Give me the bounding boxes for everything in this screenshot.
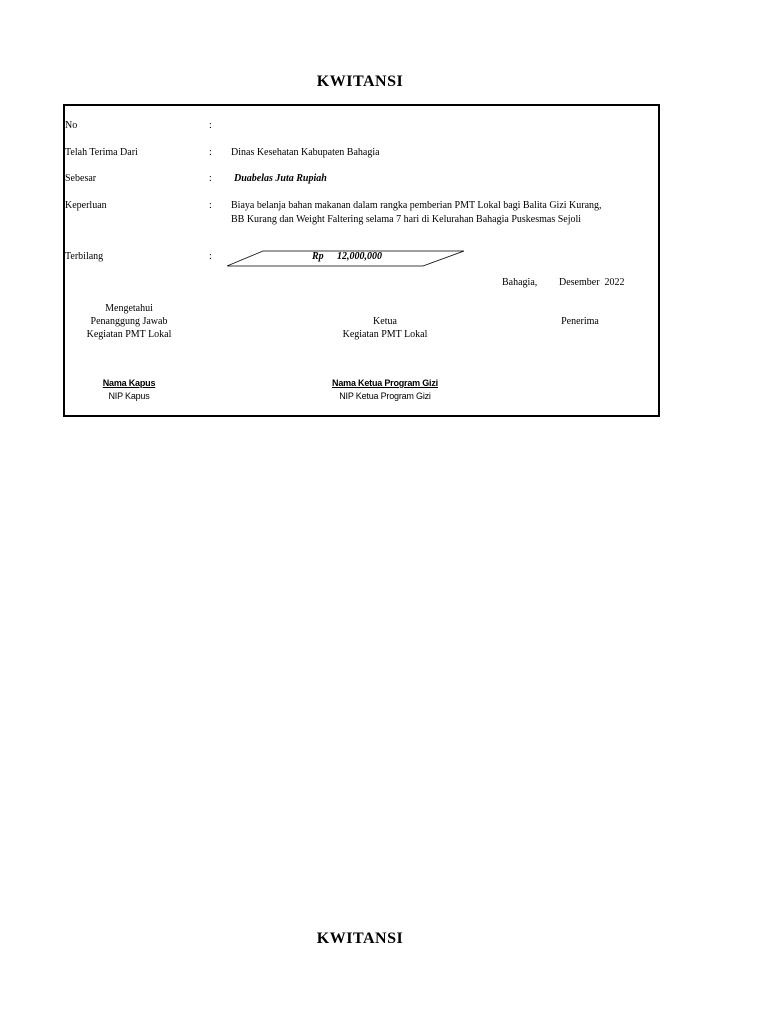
signature-block-right <box>540 315 620 328</box>
purpose-line-2: BB Kurang dan Weight Faltering selama 7 hari di Kelurahan Bahagia Puskesmas Sejoli <box>231 214 582 225</box>
left-sig-line-3: Kegiatan PMT Lokal <box>86 329 172 340</box>
left-sig-line-1: Mengetahui <box>105 303 153 314</box>
date-month-year: Desember 2022 <box>559 277 625 288</box>
signature-block-left <box>69 302 189 341</box>
middle-sig-line-1: Ketua <box>373 316 397 327</box>
currency-label: Rp <box>312 251 324 262</box>
purpose-line-1: Biaya belanja bahan makanan dalam rangka pemberian PMT Lokal bagi Balita Gizi Kurang, <box>231 200 602 211</box>
second-receipt-title: KWITANSI <box>316 930 404 947</box>
amount-figure-colon: : <box>209 251 212 262</box>
received-from-value: Dinas Kesehatan Kabupaten Bahagia <box>231 147 380 158</box>
receipt-title: KWITANSI <box>316 73 404 90</box>
right-sig-line-1: Penerima <box>561 316 599 327</box>
purpose-label: Keperluan <box>65 200 107 211</box>
middle-signer-nip: NIP Ketua Program Gizi <box>339 391 431 401</box>
received-from-label: Telah Terima Dari <box>65 147 138 158</box>
amount-figure-label: Terbilang <box>65 251 104 262</box>
amount-words-label: Sebesar <box>65 173 97 184</box>
middle-signer-name: Nama Ketua Program Gizi <box>332 378 438 388</box>
middle-sig-line-2: Kegiatan PMT Lokal <box>342 329 428 340</box>
amount-figure-value: 12,000,000 <box>337 251 382 262</box>
no-label: No <box>65 120 78 131</box>
no-colon: : <box>209 120 212 131</box>
left-sig-line-2: Penanggung Jawab <box>90 316 168 327</box>
receipt-box <box>63 104 660 417</box>
left-signer-name: Nama Kapus <box>102 378 156 388</box>
purpose-colon: : <box>209 200 212 211</box>
received-from-colon: : <box>209 147 212 158</box>
signature-block-middle <box>315 315 455 341</box>
amount-words-value: Duabelas Juta Rupiah <box>234 173 327 184</box>
date-place: Bahagia, <box>502 277 538 288</box>
amount-words-colon: : <box>209 173 212 184</box>
left-signer-nip: NIP Kapus <box>108 391 150 401</box>
